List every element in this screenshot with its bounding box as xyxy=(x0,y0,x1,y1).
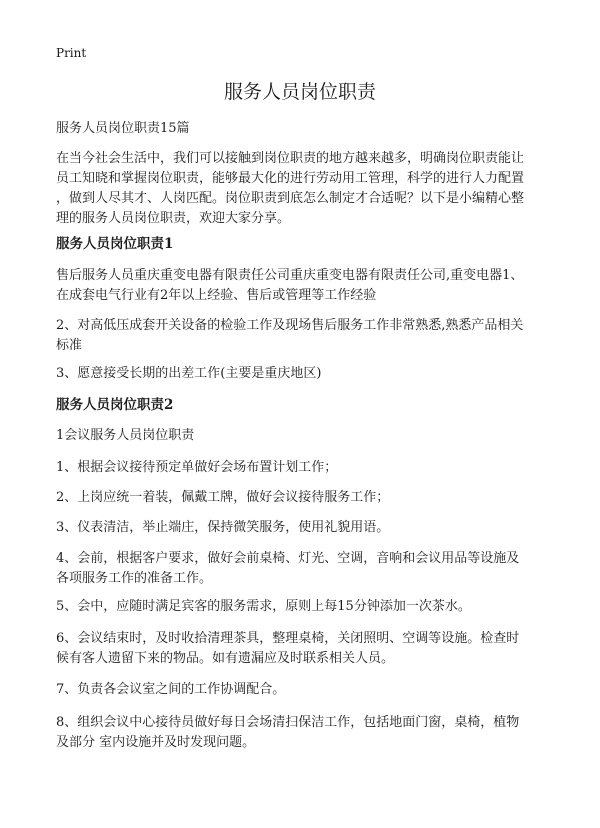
list-item xyxy=(56,680,556,700)
list-item xyxy=(56,364,556,384)
list-item-line: 1、根据会议接待预定单做好会场布置计划工作； xyxy=(56,460,338,475)
list-item-line: 2、对高低压成套开关设备的检验工作及现场售后服务工作非常熟悉,熟悉产品相关 xyxy=(56,318,524,333)
intro-paragraph xyxy=(56,149,556,229)
list-item-line: 4、会前，根据客户要求，做好会前桌椅、灯光、空调，音响和会议用品等设施及 xyxy=(56,551,520,566)
list-item-line: 3、愿意接受长期的出差工作(主要是重庆地区) xyxy=(56,366,322,381)
section-heading-1: 服务人员岗位职责1 xyxy=(56,236,174,252)
list-item-line: 候有客人遗留下来的物品。如有遗漏应及时联系相关人员。 xyxy=(56,651,395,666)
document-subtitle: 服务人员岗位职责15篇 xyxy=(56,121,190,136)
list-item-line: 8、组织会议中心接待员做好每日会场清扫保洁工作，包括地面门窗，桌椅，植物 xyxy=(56,715,520,730)
intro-line: 在当今社会生活中，我们可以接触到岗位职责的地方越来越多，明确岗位职责能让 xyxy=(56,151,525,166)
list-item xyxy=(56,426,556,446)
list-item-line: 6、会议结束时，及时收拾清理茶具，整理桌椅，关闭照明、空调等设施。检查时 xyxy=(56,631,520,646)
page-title: 服务人员岗位职责 xyxy=(223,81,376,103)
list-item-line: 5、会中，应随时满足宾客的服务需求，原则上每15分钟添加一次茶水。 xyxy=(56,599,471,614)
intro-line: ，做到人尽其才、人岗匹配。岗位职责到底怎么制定才合适呢？以下是小编精心整 xyxy=(56,191,525,206)
list-item-line: 7、负责各会议室之间的工作协调配合。 xyxy=(56,682,286,697)
list-item-line: 各项服务工作的准备工作。 xyxy=(56,571,213,586)
list-item xyxy=(56,518,556,538)
list-item xyxy=(56,597,556,617)
list-item xyxy=(56,629,556,669)
list-item-line: 及部分 室内设施并及时发现问题。 xyxy=(56,735,256,750)
list-item-line: 售后服务人员重庆重变电器有限责任公司重庆重变电器有限责任公司,重变电器1、 xyxy=(56,268,524,283)
list-item-line: 2、上岗应统一着装，佩戴工牌，做好会议接待服务工作； xyxy=(56,490,390,505)
list-item-line: 1会议服务人员岗位职责 xyxy=(56,428,195,443)
list-item xyxy=(56,316,556,356)
list-item xyxy=(56,458,556,478)
intro-line: 理的服务人员岗位职责，欢迎大家分享。 xyxy=(56,211,291,226)
list-item xyxy=(56,549,556,589)
list-item-line: 在成套电气行业有2年以上经验、售后或管理等工作经验 xyxy=(56,288,377,303)
list-item-line: 3、仪表清洁，举止端庄，保持微笑服务，使用礼貌用语。 xyxy=(56,520,390,535)
list-item xyxy=(56,266,556,306)
list-item-line: 标准 xyxy=(56,338,83,353)
list-item xyxy=(56,488,556,508)
section-heading-2: 服务人员岗位职责2 xyxy=(56,397,174,413)
intro-line: 员工知晓和掌握岗位职责，能够最大化的进行劳动用工管理，科学的进行人力配置 xyxy=(56,171,525,186)
print-label: Print xyxy=(56,46,87,60)
list-item xyxy=(56,713,556,753)
